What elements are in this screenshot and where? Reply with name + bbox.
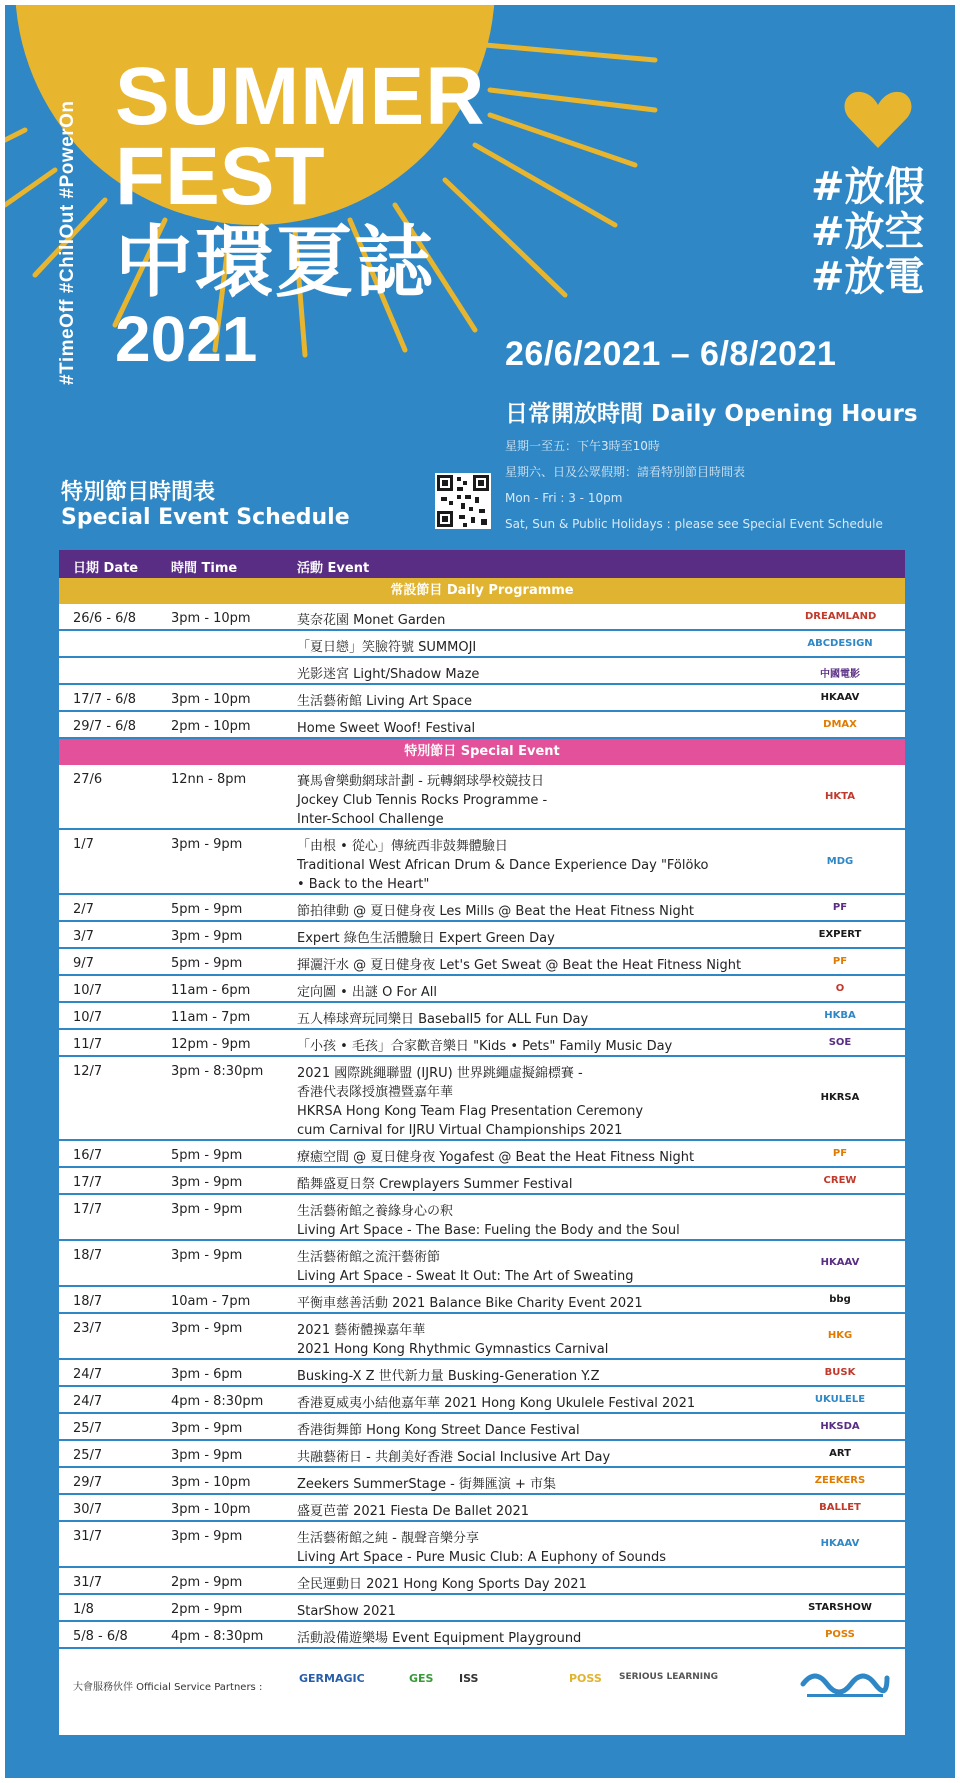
row-date: 23/7 [73,1321,103,1336]
row-sponsor-logo: STARSHOW [808,1601,872,1613]
table-row [59,1387,905,1414]
row-event: Home Sweet Woof! Festival [297,721,476,736]
row-event: 共融藝術日 - 共創美好香港 Social Inclusive Art Day [297,1450,611,1465]
row-time: 3pm - 9pm [171,1529,243,1544]
row-date: 29/7 - 6/8 [73,719,137,734]
poster [5,5,955,1778]
table-row [59,922,905,949]
row-event: 平衡車慈善活動 2021 Balance Bike Charity Event 2021 [297,1296,643,1311]
table-row [59,830,905,895]
row-event: Expert 綠色生活體驗日 Expert Green Day [297,931,555,946]
row-sponsor-logo: CREW [823,1174,857,1186]
partner-poss: POSS [569,1672,602,1685]
row-date: 10/7 [73,983,103,998]
row-time: 11am - 6pm [171,983,251,998]
table-row [59,1360,905,1387]
table-row [59,1057,905,1141]
row-time: 3pm - 9pm [171,1202,243,1217]
row-sponsor-logo: BUSK [824,1366,856,1378]
row-time: 3pm - 8:30pm [171,1064,264,1079]
row-sponsor-logo: DREAMLAND [805,610,877,622]
table-row [59,1495,905,1522]
title-line-2: FEST [115,131,325,223]
slogan-3: #放電 [811,253,925,300]
table-row [59,1003,905,1030]
row-sponsor-logo: POSS [825,1628,855,1640]
row-time: 5pm - 9pm [171,902,243,917]
hours-line-1: 星期一至五：下午3時至10時 [505,439,660,453]
table-row [59,1622,905,1649]
row-date: 10/7 [73,1010,103,1025]
row-time: 3pm - 6pm [171,1367,243,1382]
partners-label: 大會服務伙伴 Official Service Partners : [73,1682,263,1693]
row-date: 31/7 [73,1529,103,1544]
row-time: 3pm - 9pm [171,1321,243,1336]
row-sponsor-logo: 中國電影 [820,668,860,680]
table-row [59,949,905,976]
vertical-hashtags: #TimeOff #ChillOut #PowerOn [57,100,78,385]
row-date: 27/6 [73,772,103,787]
row-sponsor-logo: HKAAV [820,1538,860,1549]
row-sponsor-logo: PF [832,901,848,913]
partner-serious: SERIOUS LEARNING [619,1672,719,1682]
slogan-list [811,165,925,299]
row-event: 2021 藝術體操嘉年華 2021 Hong Kong Rhythmic Gymnastics Carnival [297,1323,609,1357]
row-time: 2pm - 10pm [171,719,251,734]
table-row [59,631,905,658]
row-time: 3pm - 9pm [171,837,243,852]
table-row [59,658,905,685]
row-event: 「由根 • 從心」傳統西非鼓舞體驗日 Traditional West African Drum & Dance Experience Day "Fölöko • Back to the Heart" [297,839,709,892]
row-sponsor-logo: SOE [828,1036,852,1048]
row-time: 3pm - 9pm [171,1421,243,1436]
table-row [59,1595,905,1622]
row-event: 光影迷宮 Light/Shadow Maze [297,667,480,682]
partner-germagic: GERMAGIC [299,1672,365,1685]
row-time: 5pm - 9pm [171,956,243,971]
qr-code[interactable] [435,473,491,529]
row-sponsor-logo: UKULELE [814,1393,866,1405]
row-date: 17/7 [73,1175,103,1190]
row-time: 3pm - 10pm [171,611,251,626]
row-event: 「小孩 • 毛孩」合家歡音樂日 "Kids • Pets" Family Music Day [297,1039,673,1054]
partner-iss: ISS [459,1672,479,1685]
section-daily: 常設節目 Daily Programme [59,578,905,604]
table-row [59,1195,905,1241]
row-sponsor-logo: HKRSA [820,1092,860,1103]
row-sponsor-logo: MDG [826,855,854,867]
row-event: Busking-X Z 世代新力量 Busking-Generation Y.Z [297,1369,600,1384]
table-row [59,1468,905,1495]
row-date: 26/6 - 6/8 [73,611,137,626]
row-event: 香港街舞節 Hong Kong Street Dance Festival [297,1423,580,1438]
row-date: 17/7 - 6/8 [73,692,137,707]
row-time: 3pm - 9pm [171,929,243,944]
row-event: 定向圖 • 出謎 O For All [297,985,437,1000]
row-time: 2pm - 9pm [171,1575,243,1590]
row-sponsor-logo: PF [832,1147,848,1159]
row-date: 30/7 [73,1502,103,1517]
row-time: 4pm - 8:30pm [171,1629,264,1644]
row-sponsor-logo: PF [832,955,848,967]
row-date: 5/8 - 6/8 [73,1629,128,1644]
row-sponsor-logo: HKBA [824,1009,856,1021]
title-year: 2021 [115,303,258,376]
row-time: 3pm - 9pm [171,1448,243,1463]
row-event: 莫奈花園 Monet Garden [297,613,446,628]
row-event: 生活藝術館之流汗藝術節 Living Art Space - Sweat It Out: The Art of Sweating [297,1250,634,1284]
row-date: 31/7 [73,1575,103,1590]
row-sponsor-logo: EXPERT [818,928,862,940]
slogan-1: #放假 [811,164,925,210]
table-row [59,1314,905,1360]
row-date: 24/7 [73,1367,103,1382]
row-event: 生活藝術館之純 - 靚聲音樂分享 Living Art Space - Pure Music Club: A Euphony of Sounds [297,1531,667,1565]
row-date: 17/7 [73,1202,103,1217]
row-date: 11/7 [73,1037,103,1052]
table-row [59,1241,905,1287]
row-event: 生活藝術館之養緣身心の釈 Living Art Space - The Base: Fueling the Body and the Soul [297,1204,680,1238]
heart-icon [843,90,913,150]
table-header [59,550,905,578]
title-line-3: 中環夏誌 [115,217,436,306]
row-date: 25/7 [73,1448,103,1463]
row-time: 10am - 7pm [171,1294,251,1309]
table-row [59,1168,905,1195]
row-time: 4pm - 8:30pm [171,1394,264,1409]
row-date: 16/7 [73,1148,103,1163]
table-row [59,895,905,922]
table-row [59,765,905,830]
row-date: 9/7 [73,956,94,971]
row-event: 賽馬會樂動網球計劃 - 玩轉網球學校競技日 Jockey Club Tennis Rocks Programme - Inter-School Challenge [297,774,548,827]
partner-ges: GES [409,1672,434,1685]
row-event: 酷舞盛夏日祭 Crewplayers Summer Festival [297,1177,573,1192]
row-sponsor-logo: HKTA [825,790,855,802]
table-row [59,685,905,712]
row-sponsor-logo: HKSDA [820,1420,860,1432]
title-line-1: SUMMER [115,51,486,142]
table-row [59,712,905,739]
schedule-table [59,550,905,1735]
table-row [59,1522,905,1568]
row-date: 25/7 [73,1421,103,1436]
row-time: 3pm - 10pm [171,1475,251,1490]
row-date: 2/7 [73,902,94,917]
row-event: 2021 國際跳繩聯盟 (IJRU) 世界跳繩虛擬錦標賽 - 香港代表隊授旗禮暨嘉年華 HKRSA Hong Kong Team Flag Presentation Ceremony cum Carnival for IJRU Virtual Championships 2021 [297,1066,644,1138]
row-date: 24/7 [73,1394,103,1409]
row-date: 18/7 [73,1294,103,1309]
section-special: 特別節日 Special Event [59,739,905,765]
row-sponsor-logo: HKAAV [820,691,860,703]
row-sponsor-logo: HKAAV [820,1257,860,1268]
schedule-title-zh: 特別節目時間表 [61,480,216,505]
row-event: 節拍律動 @ 夏日健身夜 Les Mills @ Beat the Heat Fitness Night [297,904,695,919]
row-event: 「夏日戀」笑臉符號 SUMMOJI [297,640,477,655]
row-sponsor-logo: ZEEKERS [814,1474,866,1486]
row-event: 療癒空間 @ 夏日健身夜 Yogafest @ Beat the Heat Fitness Night [297,1150,695,1165]
hours-line-3: Mon - Fri : 3 - 10pm [505,491,623,505]
row-sponsor-logo: bbg [829,1293,851,1305]
header-event: 活動 Event [297,561,370,576]
table-row [59,1287,905,1314]
table-row [59,1441,905,1468]
schedule-title-en: Special Event Schedule [61,505,350,530]
row-date: 1/8 [73,1602,94,1617]
row-event: 全民運動日 2021 Hong Kong Sports Day 2021 [297,1577,587,1592]
row-event: StarShow 2021 [297,1604,396,1619]
row-event: 五人棒球齊玩同樂日 Baseball5 for ALL Fun Day [297,1012,589,1027]
row-sponsor-logo: ABCDESIGN [807,637,873,649]
row-sponsor-logo: O [835,982,845,994]
festival-dates: 26/6/2021 – 6/8/2021 [505,335,837,373]
row-event: 活動設備遊樂場 Event Equipment Playground [297,1631,582,1646]
row-date: 12/7 [73,1064,103,1079]
row-time: 3pm - 9pm [171,1248,243,1263]
row-time: 12pm - 9pm [171,1037,251,1052]
table-row [59,1030,905,1057]
festival-title [115,51,486,376]
row-sponsor-logo: DMAX [823,718,857,730]
opening-hours-title: 日常開放時間 Daily Opening Hours [505,401,918,427]
hours-line-4: Sat, Sun & Public Holidays : please see Special Event Schedule [505,517,883,531]
header-date: 日期 Date [73,561,139,576]
row-time: 5pm - 9pm [171,1148,243,1163]
row-sponsor-logo: HKG [827,1330,853,1341]
row-time: 3pm - 9pm [171,1175,243,1190]
row-event: 揮灑汗水 @ 夏日健身夜 Let's Get Sweat @ Beat the Heat Fitness Night [297,958,742,973]
row-event: 生活藝術館 Living Art Space [297,694,472,709]
header-time: 時間 Time [171,561,238,576]
slogan-2: #放空 [811,208,925,255]
row-event: 盛夏芭蕾 2021 Fiesta De Ballet 2021 [297,1504,530,1519]
table-row [59,1141,905,1168]
row-time: 3pm - 10pm [171,1502,251,1517]
row-date: 1/7 [73,837,94,852]
table-row [59,976,905,1003]
row-time: 3pm - 10pm [171,692,251,707]
table-row [59,1414,905,1441]
table-row [59,1568,905,1595]
hours-line-2: 星期六、日及公眾假期：請看特別節目時間表 [505,465,746,479]
row-event: 香港夏威夷小結他嘉年華 2021 Hong Kong Ukulele Festival 2021 [297,1396,696,1411]
row-sponsor-logo: ART [829,1447,851,1459]
row-date: 29/7 [73,1475,103,1490]
row-date: 18/7 [73,1248,103,1263]
row-date: 3/7 [73,929,94,944]
row-time: 11am - 7pm [171,1010,251,1025]
row-time: 12nn - 8pm [171,772,247,787]
row-sponsor-logo: BALLET [819,1501,861,1513]
table-row [59,604,905,631]
row-time: 2pm - 9pm [171,1602,243,1617]
row-event: Zeekers SummerStage - 街舞匯演 + 市集 [297,1477,557,1492]
central-venue-logo [799,1662,891,1702]
